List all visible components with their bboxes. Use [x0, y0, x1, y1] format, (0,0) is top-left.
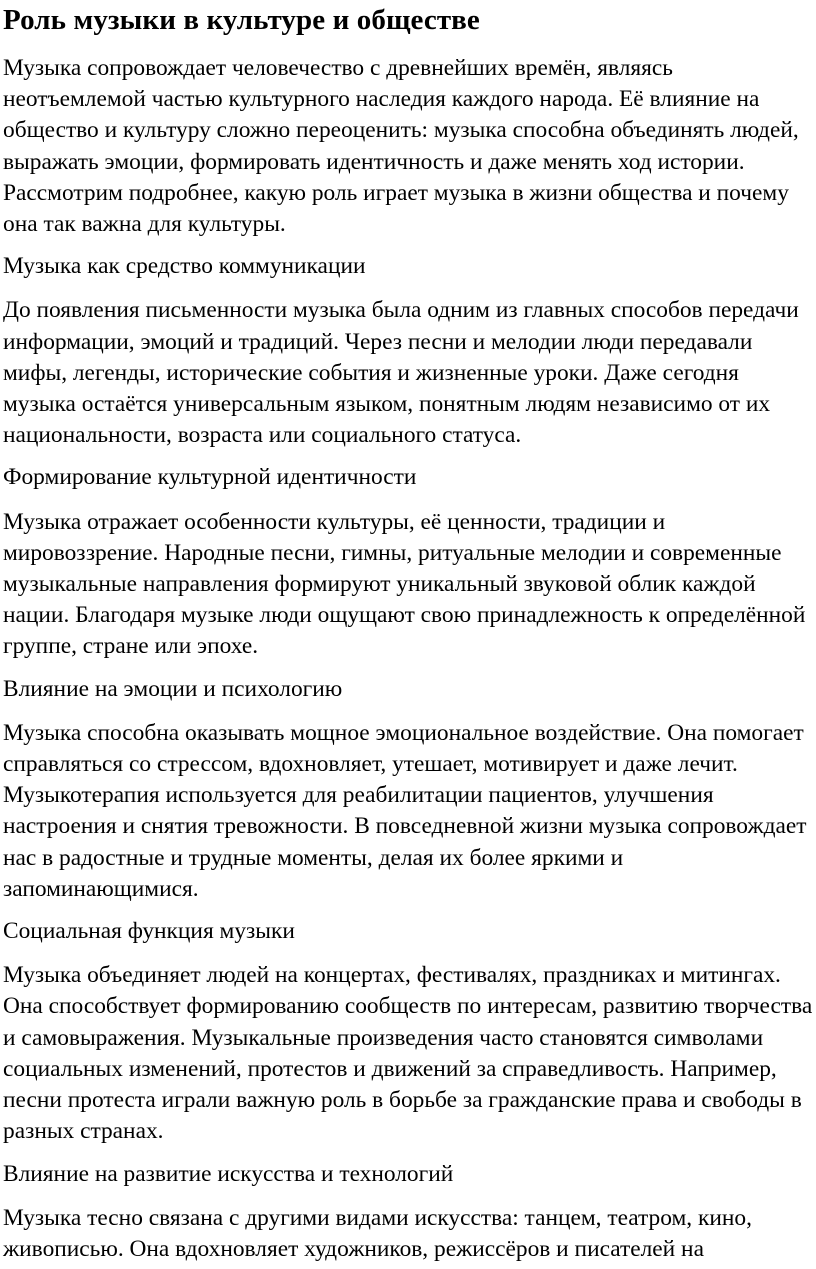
section-text-identity: Музыка отражает особенности культуры, её ценности, традиции и мировоззрение. Народные песни, гимны, ритуальные мелодии и современные музыкальные направления формируют уникальный звуковой облик каждой нации. Благодаря музыке люди ощущают свою принадлежность к определённой группе, стране или эпохе.: [3, 508, 806, 660]
intro-paragraph: Музыка сопровождает человечество с древнейших времён, являясь неотъемлемой частью культурного наследия каждого народа. Её влияние на общество и культуру сложно переоценить: музыка способна объединять людей, выражать эмоции, формировать идентичность и даже менять ход истории. Рассмотрим подробнее, какую роль играет музыка в жизни общества и почему она так важна для культуры.: [3, 55, 799, 238]
section-heading-art-technology: Влияние на развитие искусства и технологий: [3, 1160, 454, 1187]
document-page: [3, 0, 815, 1265]
section-heading-communication: Музыка как средство коммуникации: [3, 253, 366, 280]
document-title: Роль музыки в культуре и обществе: [3, 4, 480, 36]
section-heading-social: Социальная функция музыки: [3, 918, 295, 945]
section-text-social: Музыка объединяет людей на концертах, фестивалях, праздниках и митингах. Она способствует формированию сообществ по интересам, развитию творчества и самовыражения. Музыкальные произведения часто становятся символами социальных изменений, протестов и движений за справедливость. Например, песни протеста играли важную роль в борьбе за гражданские права и свободы в разных странах.: [3, 962, 813, 1145]
section-heading-emotions: Влияние на эмоции и психологию: [3, 675, 343, 702]
section-text-art-technology: Музыка тесно связана с другими видами искусства: танцем, театром, кино, живописью. Она вдохновляет художников, режиссёров и писателей на: [3, 1204, 752, 1262]
section-text-communication: До появления письменности музыка была одним из главных способов передачи информации, эмоций и традиций. Через песни и мелодии люди передавали мифы, легенды, исторические события и жизненные уроки. Даже сегодня музыка остаётся универсальным языком, понятным людям независимо от их национальности, возраста или социального статуса.: [3, 297, 799, 449]
section-text-emotions: Музыка способна оказывать мощное эмоциональное воздействие. Она помогает справляться со стрессом, вдохновляет, утешает, мотивирует и даже лечит. Музыкотерапия используется для реабилитации пациентов, улучшения настроения и снятия тревожности. В повседневной жизни музыка сопровождает нас в радостные и трудные моменты, делая их более яркими и запоминающимися.: [3, 719, 807, 902]
section-heading-identity: Формирование культурной идентичности: [3, 464, 417, 491]
